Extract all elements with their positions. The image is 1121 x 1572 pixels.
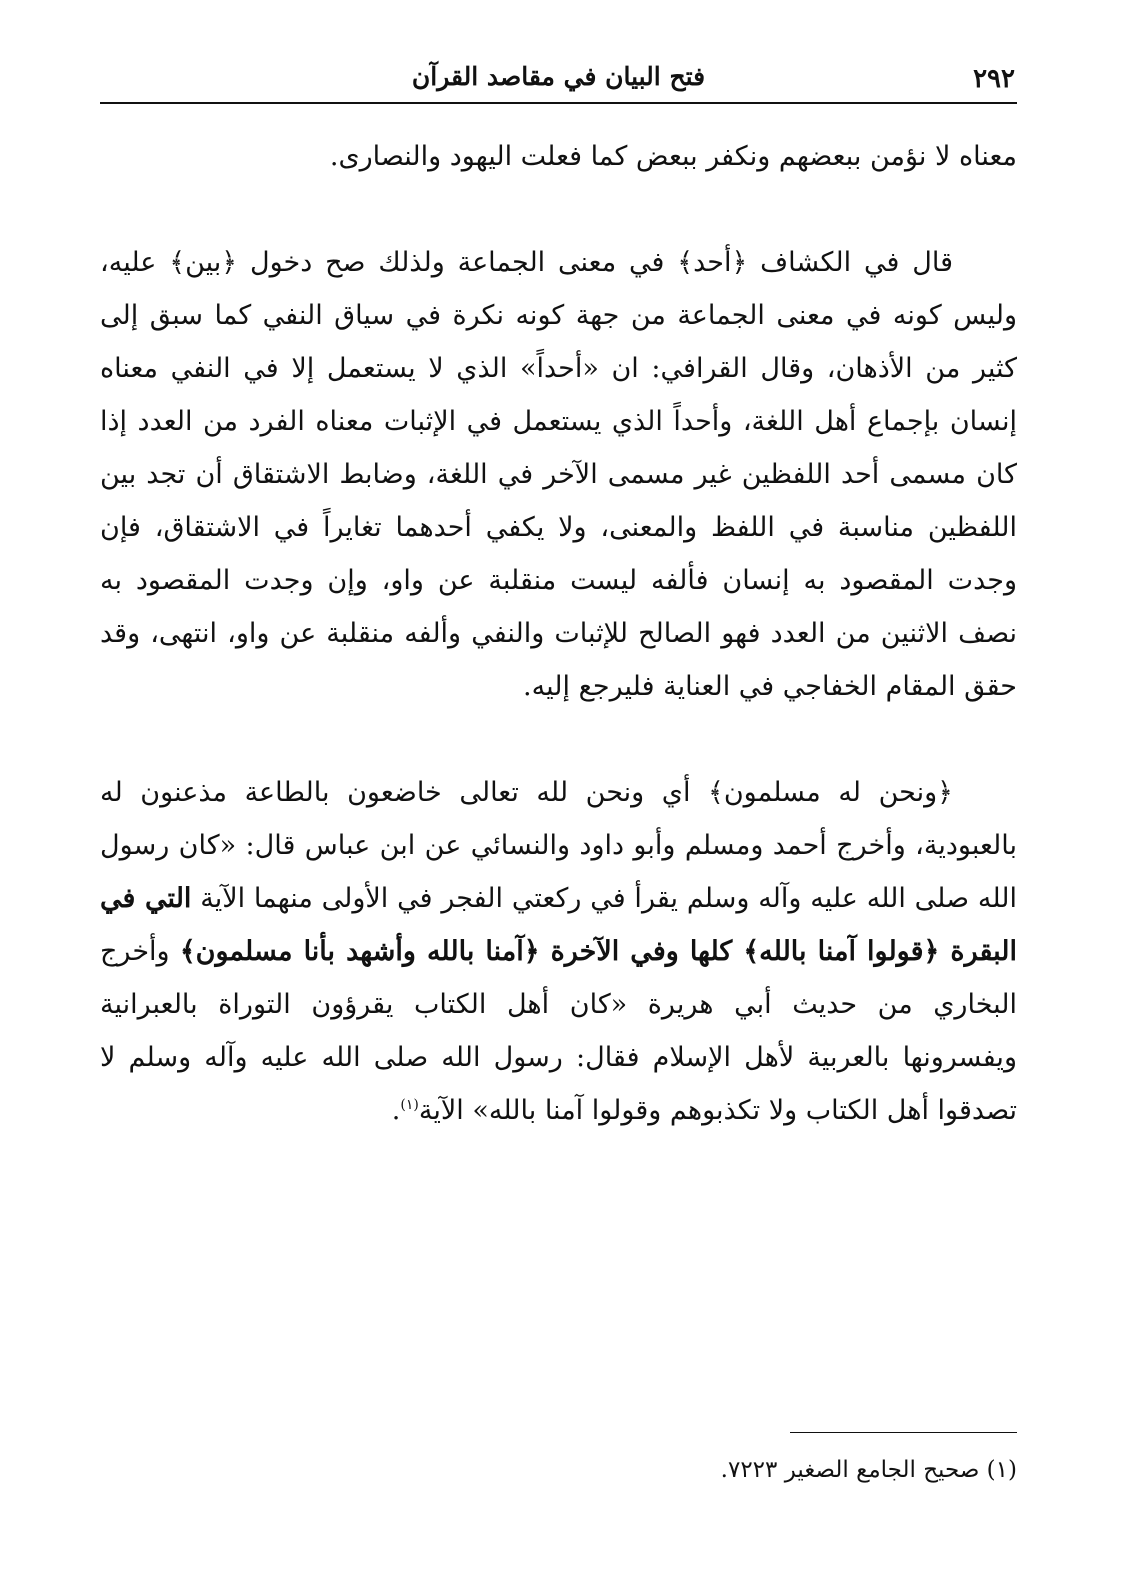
paragraph-3-end: . [391, 1095, 401, 1126]
page-header [100, 58, 1017, 102]
header-rule [100, 102, 1017, 104]
paragraph-gap [100, 183, 1017, 236]
paragraph-3-quran-quote: التي في البقرة ﴿قولوا آمنا بالله﴾ كلها وفي الآخرة ﴿آمنا بالله وأشهد بأنا مسلمون﴾ [100, 883, 1018, 967]
body-text [100, 130, 1017, 1137]
footnote: (١) صحيح الجامع الصغير ٧٢٢٣. [720, 1457, 1017, 1483]
page-number: ٢٩٢ [973, 64, 1015, 94]
running-title: فتح البيان في مقاصد القرآن [411, 62, 706, 91]
paragraph-1: معناه لا نؤمن ببعضهم ونكفر ببعض كما فعلت اليهود والنصارى. [329, 141, 1017, 172]
paragraph-3-part-a: ﴿ونحن له مسلمون﴾ أي ونحن لله تعالى خاضعون بالطاعة مذعنون له بالعبودية، وأخرج أحمد ومسلم وأبو داود والنسائي عن ابن عباس قال: «كان رسول الله صلى الله عليه وآله وسلم يقرأ في ركعتي الفجر في الأولى منهما الآية [100, 777, 1017, 914]
footnote-rule [790, 1432, 1017, 1433]
footnote-marker: (١) [400, 1097, 419, 1113]
paragraph-gap [100, 713, 1017, 766]
paragraph-2: قال في الكشاف ﴿أحد﴾ في معنى الجماعة ولذلك صح دخول ﴿بين﴾ عليه، وليس كونه في معنى الجماعة من جهة كونه نكرة في سياق النفي كما سبق إلى كثير من الأذهان، وقال القرافي: ان «أحداً» الذي لا يستعمل إلا في النفي معناه إنسان بإجماع أهل اللغة، وأحداً الذي يستعمل في الإثبات معناه الفرد من العدد إذا كان مسمى أحد اللفظين غير مسمى الآخر في اللغة، وضابط الاشتقاق أن تجد بين اللفظين مناسبة في اللفظ والمعنى، ولا يكفي أحدهما تغايراً في الاشتقاق، فإن وجدت المقصود به إنسان فألفه ليست منقلبة عن واو، وإن وجدت المقصود به نصف الاثنين من العدد فهو الصالح للإثبات والنفي وألفه منقلبة عن واو، انتهى، وقد حقق المقام الخفاجي في العناية فليرجع إليه. [100, 247, 1017, 702]
paragraph-3-part-b: وأخرج البخاري من حديث أبي هريرة «كان أهل الكتاب يقرؤون التوراة بالعبرانية ويفسرونها بالعربية لأهل الإسلام فقال: رسول الله صلى الله عليه وآله وسلم لا تصدقوا أهل الكتاب ولا تكذبوهم وقولوا آمنا بالله» الآية [100, 936, 1017, 1126]
paragraph-3 [100, 766, 1017, 1137]
